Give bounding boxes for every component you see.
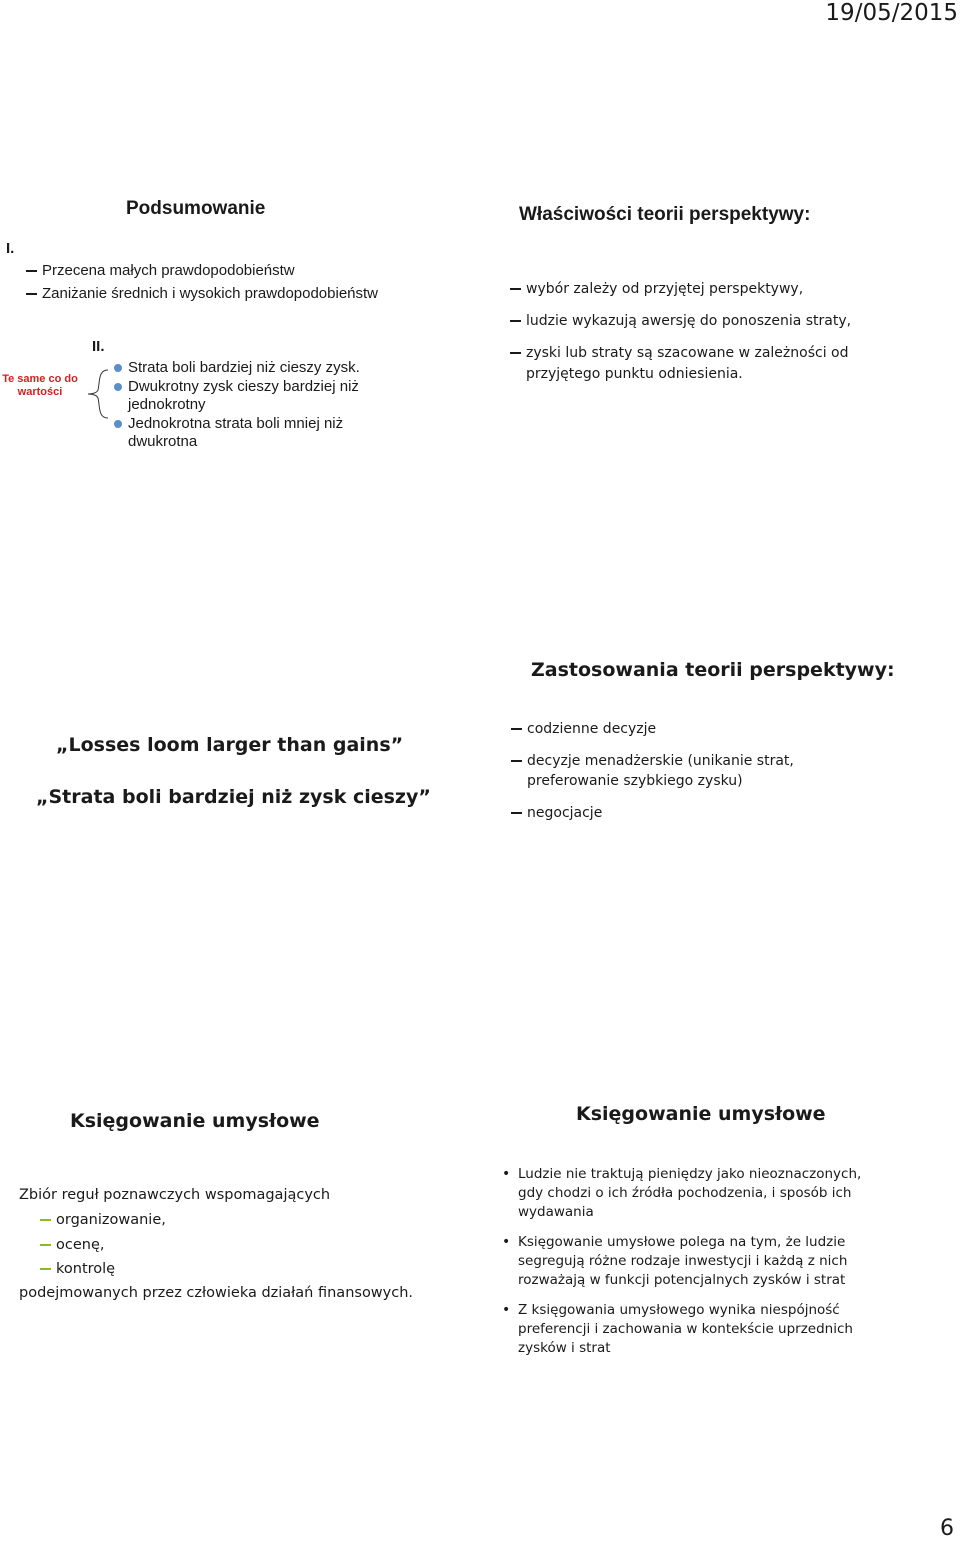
slide6-bullet: • Z księgowania umysłowego wynika niespójność preferencji i zachowania w kontekście uprzednich zysków i strat xyxy=(502,1302,853,1356)
bullet-icon: • xyxy=(502,1234,511,1250)
slide4-item: negocjacje xyxy=(527,803,602,823)
slide4-title: Zastosowania teorii perspektywy: xyxy=(531,659,895,681)
section2-item-cont: jednokrotny xyxy=(128,396,206,413)
slide5-outro: podejmowanych przez człowieka działań finansowych. xyxy=(19,1285,414,1301)
side-note: Te same co do wartości xyxy=(2,373,78,398)
page-number: 6 xyxy=(940,1516,954,1541)
bullet-icon: • xyxy=(502,1166,511,1182)
section2-item-cont: dwukrotna xyxy=(128,433,198,450)
slide6-bullet: • Księgowanie umysłowe polega na tym, że ludzie segregują różne rodzaje inwestycji i każdą z nich rozważają w funkcji potencjalnych zysków i strat xyxy=(502,1234,848,1288)
slide2-item: ludzie wykazują awersję do ponoszenia straty, xyxy=(526,311,851,331)
slide5-item: organizowanie, xyxy=(56,1210,166,1230)
bullet-icon: • xyxy=(502,1302,511,1318)
bullet-icon xyxy=(114,420,122,428)
slide2-item: zyski lub straty są szacowane w zależności od xyxy=(526,343,849,363)
bullet-icon xyxy=(114,383,122,391)
slide5-item: kontrolę xyxy=(56,1259,115,1279)
slide5-intro: Zbiór reguł poznawczych wspomagających xyxy=(19,1187,331,1203)
slide6-title: Księgowanie umysłowe xyxy=(576,1103,826,1125)
brace-icon xyxy=(86,368,110,420)
slide6-bullet: • Ludzie nie traktują pieniędzy jako nieoznaczonych, gdy chodzi o ich źródła pochodzenia, i sposób ich wydawania xyxy=(502,1166,862,1220)
section2-item: Jednokrotna strata boli mniej niż xyxy=(128,415,343,433)
quote-english: „Losses loom larger than gains” xyxy=(56,734,404,756)
slide2-title: Właściwości teorii perspektywy: xyxy=(519,204,811,225)
slide4-item: decyzje menadżerskie (unikanie strat, xyxy=(527,751,794,771)
slide4-item: codzienne decyzje xyxy=(527,719,656,739)
slide1-title: Podsumowanie xyxy=(126,198,266,219)
slide4-item-cont: preferowanie szybkiego zysku) xyxy=(527,773,743,789)
section2-item: Strata boli bardziej niż cieszy zysk. xyxy=(128,359,360,377)
section1-label: I. xyxy=(6,240,15,257)
section2-item: Dwukrotny zysk cieszy bardziej niż xyxy=(128,378,359,396)
section2-label: II. xyxy=(92,338,105,355)
slide5-item: ocenę, xyxy=(56,1235,104,1255)
section1-item: Przecena małych prawdopodobieństw xyxy=(42,261,295,281)
slide2-item: wybór zależy od przyjętej perspektywy, xyxy=(526,279,803,299)
header-date: 19/05/2015 xyxy=(825,0,958,26)
slide5-title: Księgowanie umysłowe xyxy=(70,1110,320,1132)
quote-polish: „Strata boli bardziej niż zysk cieszy” xyxy=(36,786,431,808)
section1-item: Zaniżanie średnich i wysokich prawdopodobieństw xyxy=(42,284,378,304)
bullet-icon xyxy=(114,364,122,372)
slide2-item-cont: przyjętego punktu odniesienia. xyxy=(526,366,743,382)
